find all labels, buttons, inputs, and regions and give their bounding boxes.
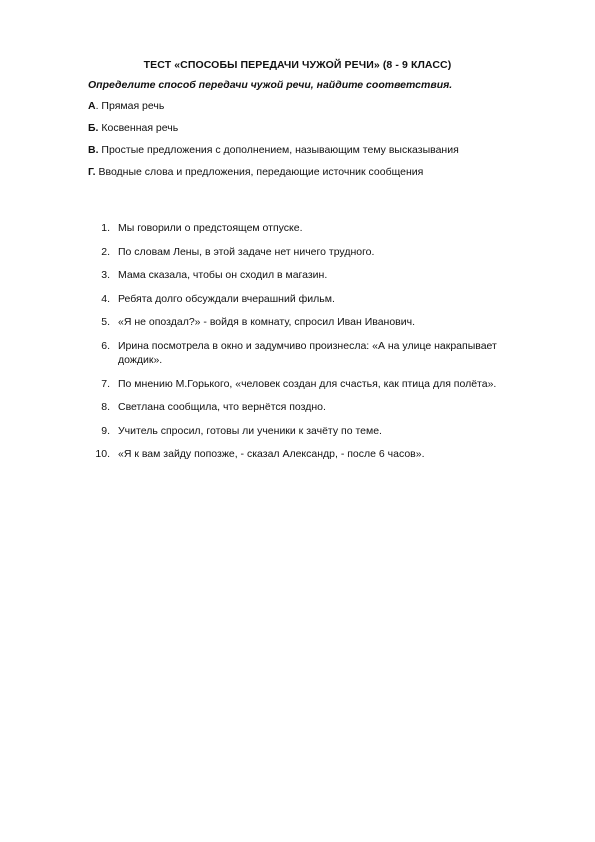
question-number: 1.: [101, 222, 110, 234]
answer-option: [88, 165, 528, 187]
question-item: [88, 424, 528, 439]
question-item: [88, 447, 528, 462]
question-text: Светлана сообщила, что вернётся поздно.: [118, 401, 326, 413]
option-text: Косвенная речь: [98, 122, 179, 134]
option-text: . Прямая речь: [95, 100, 165, 112]
question-text: Учитель спросил, готовы ли ученики к зачёту по теме.: [118, 424, 382, 437]
question-item: [88, 292, 528, 307]
question-text: Мы говорили о предстоящем отпуске.: [118, 222, 303, 234]
question-item: [88, 339, 528, 368]
question-item: [88, 400, 528, 415]
question-text: Ребята долго обсуждали вчерашний фильм.: [118, 292, 335, 305]
question-item: [88, 245, 528, 260]
question-number: 9.: [101, 424, 110, 437]
question-item: [88, 315, 528, 330]
answer-options-list: [88, 99, 528, 187]
question-number: 7.: [101, 377, 110, 390]
option-text: Простые предложения с дополнением, называющим тему высказывания: [98, 144, 459, 156]
question-text: По мнению М.Горького, «человек создан для счастья, как птица для полёта».: [118, 377, 497, 390]
answer-option: [88, 99, 528, 121]
question-text: Ирина посмотрела в окно и задумчиво произнесла: «А на улице накрапывает дождик».: [118, 339, 497, 366]
question-text: Мама сказала, чтобы он сходил в магазин.: [118, 269, 328, 281]
question-text: «Я к вам зайду попозже, - сказал Александр, - после 6 часов».: [118, 448, 425, 460]
question-number: 3.: [101, 269, 110, 281]
option-letter: Б.: [88, 122, 99, 134]
question-item: [88, 221, 528, 236]
question-text: По словам Лены, в этой задаче нет ничего трудного.: [118, 245, 375, 258]
answer-option: [88, 143, 528, 165]
question-item: [88, 268, 528, 283]
instruction-text: Определите способ передачи чужой речи, найдите соответствия.: [88, 79, 453, 91]
questions-list: [88, 221, 528, 471]
question-number: 6.: [101, 339, 110, 352]
question-item: [88, 377, 528, 392]
page-title: ТЕСТ «СПОСОБЫ ПЕРЕДАЧИ ЧУЖОЙ РЕЧИ» (8 - 9 КЛАСС): [143, 59, 452, 71]
option-letter: Г.: [88, 166, 96, 178]
option-letter: В.: [88, 144, 99, 156]
question-number: 10.: [95, 448, 110, 460]
answer-option: [88, 121, 528, 143]
question-number: 2.: [101, 245, 110, 258]
question-number: 4.: [101, 292, 110, 305]
question-number: 8.: [101, 401, 110, 413]
option-letter: А: [88, 100, 96, 112]
question-text: «Я не опоздал?» - войдя в комнату, спросил Иван Иванович.: [118, 316, 416, 328]
option-text: Вводные слова и предложения, передающие источник сообщения: [95, 166, 424, 178]
question-number: 5.: [101, 316, 110, 328]
